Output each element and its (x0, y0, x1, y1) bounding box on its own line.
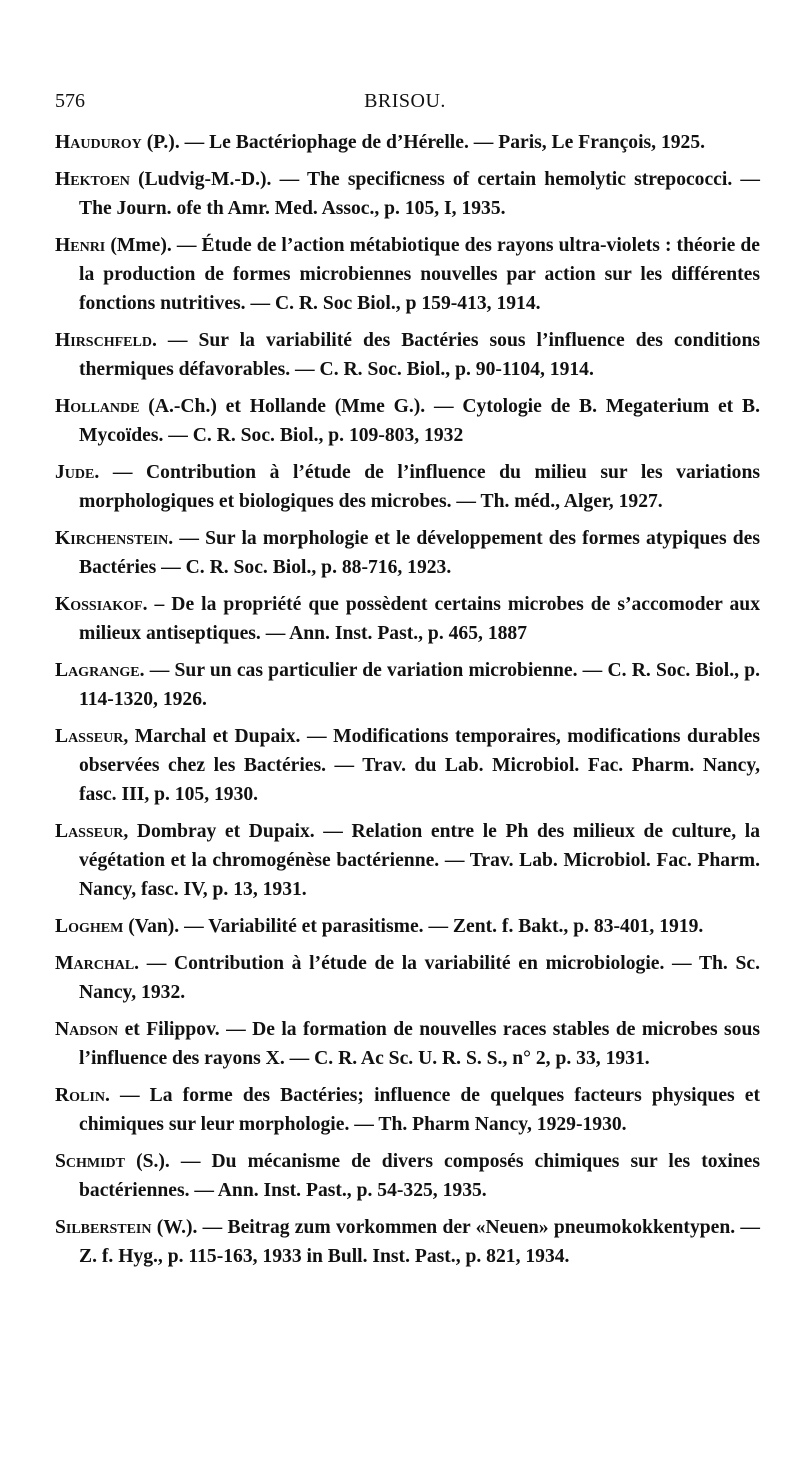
reference-text: (Van). — Variabilité et parasitisme. — Zent. f. Bakt., p. 83-401, 1919. (123, 916, 704, 937)
reference-text: . — Contribution à l’étude de la variabilité en microbiologie. — Th. Sc. Nancy, 1932. (79, 953, 760, 1003)
reference-entry (55, 524, 760, 582)
reference-author: Rolin (55, 1085, 105, 1106)
reference-entry (55, 1213, 760, 1271)
bibliography-list (55, 128, 760, 1279)
reference-text: (A.-Ch.) et Hollande (Mme G.). — Cytologie de B. Megaterium et B. Mycoïdes. — C. R. Soc. Biol., p. 109-803, 1932 (79, 396, 760, 446)
reference-author: Kirchenstein (55, 528, 169, 549)
reference-entry (55, 912, 760, 941)
reference-author: Kossiakof (55, 594, 143, 615)
reference-author: Marchal (55, 953, 135, 974)
reference-author: Hektoen (55, 169, 130, 190)
running-head: BRISOU. (364, 90, 446, 112)
reference-author: Henri (55, 235, 106, 256)
reference-text: , Dombray et Dupaix. — Relation entre le Ph des milieux de culture, la végétation et la chromogénèse bactérienne. — Trav. Lab. Microbiol. Fac. Pharm. Nancy, fasc. IV, p. 13, 1931. (79, 821, 760, 900)
reference-text: , Marchal et Dupaix. — Modifications temporaires, modifications durables observées chez les Bactéries. — Trav. du Lab. Microbiol. Fac. Pharm. Nancy, fasc. III, p. 105, 1930. (79, 726, 760, 805)
reference-author: Hirschfeld (55, 330, 152, 351)
reference-author: Nadson (55, 1019, 119, 1040)
reference-entry (55, 1081, 760, 1139)
reference-entry (55, 949, 760, 1007)
page-number: 576 (55, 90, 85, 112)
reference-entry (55, 458, 760, 516)
reference-author: Lasseur (55, 821, 124, 842)
reference-entry (55, 326, 760, 384)
reference-text: . — La forme des Bactéries; influence de quelques facteurs physiques et chimiques sur leur morphologie. — Th. Pharm Nancy, 1929-1930. (79, 1085, 760, 1135)
reference-text: (W.). — Beitrag zum vorkommen der «Neuen» pneumokokkentypen. — Z. f. Hyg., p. 115-163, 1933 in Bull. Inst. Past., p. 821, 1934. (79, 1217, 760, 1267)
reference-text: . — Sur un cas particulier de variation microbienne. — C. R. Soc. Biol., p. 114-1320, 1926. (79, 660, 760, 710)
reference-entry (55, 656, 760, 714)
reference-text: (P.). — Le Bactériophage de d’Hérelle. — Paris, Le François, 1925. (141, 132, 706, 153)
reference-entry (55, 817, 760, 904)
reference-author: Loghem (55, 916, 124, 937)
reference-entry (55, 1015, 760, 1073)
reference-entry (55, 590, 760, 648)
reference-entry (55, 165, 760, 223)
reference-author: Hauduroy (55, 132, 142, 153)
reference-text: . – De la propriété que possèdent certains microbes de s’accomoder aux milieux antiseptiques. — Ann. Inst. Past., p. 465, 1887 (79, 594, 760, 644)
reference-text: (S.). — Du mécanisme de divers composés chimiques sur les toxines bactériennes. — Ann. Inst. Past., p. 54-325, 1935. (79, 1151, 760, 1201)
reference-text: . — Sur la variabilité des Bactéries sous l’influence des conditions thermiques défavorables. — C. R. Soc. Biol., p. 90-1104, 1914. (79, 330, 760, 380)
reference-entry (55, 392, 760, 450)
reference-text: (Mme). — Étude de l’action métabiotique des rayons ultra-violets : théorie de la production de formes microbiennes nouvelles par action sur les différentes fonctions nutritives. — C. R. Soc Biol., p 159-413, 1914. (79, 235, 760, 314)
reference-text: . — Contribution à l’étude de l’influence du milieu sur les variations morphologiques et biologiques des microbes. — Th. méd., Alger, 1927. (79, 462, 760, 512)
reference-entry (55, 231, 760, 318)
reference-author: Schmidt (55, 1151, 126, 1172)
reference-author: Jude (55, 462, 95, 483)
reference-author: Hollande (55, 396, 140, 417)
reference-author: Lasseur (55, 726, 124, 747)
reference-text: (Ludvig-M.-D.). — The specificness of certain hemolytic strepococci. — The Journ. ofe th Amr. Med. Assoc., p. 105, I, 1935. (79, 169, 760, 219)
reference-entry (55, 722, 760, 809)
reference-entry (55, 128, 760, 157)
reference-entry (55, 1147, 760, 1205)
reference-author: Silberstein (55, 1217, 152, 1238)
reference-text: . — Sur la morphologie et le développement des formes atypiques des Bactéries — C. R. Soc. Biol., p. 88-716, 1923. (79, 528, 760, 578)
page-header (55, 90, 755, 120)
reference-author: Lagrange (55, 660, 140, 681)
reference-text: et Filippov. — De la formation de nouvelles races stables de microbes sous l’influence des rayons X. — C. R. Ac Sc. U. R. S. S., n° 2, p. 33, 1931. (79, 1019, 760, 1069)
